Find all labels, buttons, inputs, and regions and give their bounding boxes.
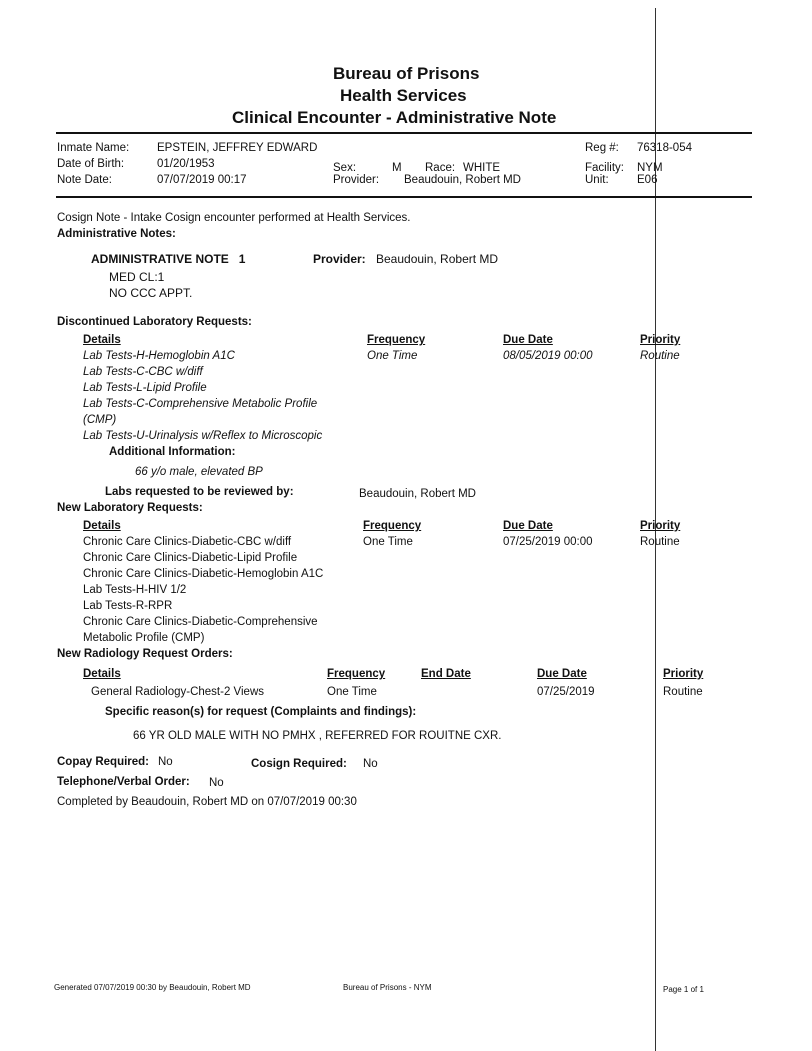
discontinued-section-title: Discontinued Laboratory Requests: xyxy=(57,316,252,328)
disc-item: Lab Tests-C-Comprehensive Metabolic Profile xyxy=(83,398,318,410)
disc-due-date: 08/05/2019 00:00 xyxy=(503,350,593,362)
race: WHITE xyxy=(463,162,501,174)
phone-order-label: Telephone/Verbal Order: xyxy=(57,776,190,788)
inmate-name: EPSTEIN, JEFFREY EDWARD xyxy=(157,142,318,154)
title-bureau: Bureau of Prisons xyxy=(333,64,480,83)
newlab-due-date: 07/25/2019 00:00 xyxy=(503,536,593,548)
rad-frequency: One Time xyxy=(327,686,377,698)
rad-due-date: 07/25/2019 xyxy=(537,686,595,698)
disc-col-frequency: Frequency xyxy=(367,334,426,346)
disc-frequency: One Time xyxy=(367,350,418,362)
title-health-services: Health Services xyxy=(340,86,467,105)
rad-col-details: Details xyxy=(83,668,121,680)
disc-col-details: Details xyxy=(83,334,121,346)
race-label: Race: xyxy=(425,162,456,174)
facility: NYM xyxy=(637,162,663,174)
newlab-item: Lab Tests-R-RPR xyxy=(83,600,173,612)
rad-priority: Routine xyxy=(663,686,703,698)
newlab-col-due-date: Due Date xyxy=(503,520,553,532)
disc-item: Lab Tests-L-Lipid Profile xyxy=(83,382,207,394)
admin-provider-label: Provider: xyxy=(313,252,366,266)
newlab-item: Lab Tests-H-HIV 1/2 xyxy=(83,584,187,596)
rad-col-frequency: Frequency xyxy=(327,668,386,680)
provider-label: Provider: xyxy=(333,174,380,186)
newlab-col-details: Details xyxy=(83,520,121,532)
header-rule-top xyxy=(56,132,752,134)
newlab-col-priority: Priority xyxy=(640,520,681,532)
admin-provider: Beaudouin, Robert MD xyxy=(376,252,499,266)
dob-label: Date of Birth: xyxy=(57,158,125,170)
rad-col-end-date: End Date xyxy=(421,668,471,680)
rad-col-due-date: Due Date xyxy=(537,668,587,680)
disc-item: Lab Tests-H-Hemoglobin A1C xyxy=(83,350,235,362)
radiology-section-title: New Radiology Request Orders: xyxy=(57,648,233,660)
disc-item: Lab Tests-U-Urinalysis w/Reflex to Microscopic xyxy=(83,430,323,442)
admin-line-1: MED CL:1 xyxy=(109,270,165,284)
reg-number: 76318-054 xyxy=(637,142,692,154)
reg-label: Reg #: xyxy=(585,142,619,154)
unit: E06 xyxy=(637,174,658,186)
footer-generated: Generated 07/07/2019 00:30 by Beaudouin, Robert MD xyxy=(54,983,251,992)
newlab-item: Chronic Care Clinics-Diabetic-Hemoglobin A1C xyxy=(83,568,324,580)
phone-order-value: No xyxy=(209,777,224,789)
sex-label: Sex: xyxy=(333,162,357,174)
disc-item: (CMP) xyxy=(83,414,117,426)
header-rule-bottom xyxy=(56,196,752,198)
rad-reason-text: 66 YR OLD MALE WITH NO PMHX , REFERRED FOR ROUITNE CXR. xyxy=(133,730,502,742)
sex: M xyxy=(392,162,402,174)
admin-note-title: ADMINISTRATIVE NOTE 1 xyxy=(91,252,246,266)
disc-item: Lab Tests-C-CBC w/diff xyxy=(83,366,203,378)
copay-value: No xyxy=(158,756,173,768)
newlab-priority: Routine xyxy=(640,536,680,548)
rad-detail: General Radiology-Chest-2 Views xyxy=(91,686,265,698)
completed-by: Completed by Beaudouin, Robert MD on 07/07/2019 00:30 xyxy=(57,796,357,808)
note-date: 07/07/2019 00:17 xyxy=(157,174,247,186)
disc-col-due-date: Due Date xyxy=(503,334,553,346)
disc-priority: Routine xyxy=(640,350,680,362)
cosign-value: No xyxy=(363,758,378,770)
provider: Beaudouin, Robert MD xyxy=(404,174,521,186)
newlab-item: Metabolic Profile (CMP) xyxy=(83,632,205,644)
additional-info-label: Additional Information: xyxy=(109,446,236,458)
footer-bureau: Bureau of Prisons - NYM xyxy=(343,983,432,992)
newlab-item: Chronic Care Clinics-Diabetic-CBC w/diff xyxy=(83,536,292,548)
facility-label: Facility: xyxy=(585,162,624,174)
newlab-item: Chronic Care Clinics-Diabetic-Comprehensive xyxy=(83,616,318,628)
disc-col-priority: Priority xyxy=(640,334,681,346)
title-clinical-encounter: Clinical Encounter - Administrative Note xyxy=(232,108,557,127)
additional-info-text: 66 y/o male, elevated BP xyxy=(135,466,263,478)
inmate-name-label: Inmate Name: xyxy=(57,142,130,154)
admin-notes-title: Administrative Notes: xyxy=(57,228,176,240)
new-lab-section-title: New Laboratory Requests: xyxy=(57,502,203,514)
rad-col-priority: Priority xyxy=(663,668,704,680)
newlab-frequency: One Time xyxy=(363,536,413,548)
unit-label: Unit: xyxy=(585,174,609,186)
admin-line-2: NO CCC APPT. xyxy=(109,286,193,300)
copay-label: Copay Required: xyxy=(57,756,150,768)
rad-reason-label: Specific reason(s) for request (Complaints and findings): xyxy=(105,706,417,718)
reviewed-by-label: Labs requested to be reviewed by: xyxy=(105,486,294,498)
note-date-label: Note Date: xyxy=(57,174,112,186)
dob: 01/20/1953 xyxy=(157,158,215,170)
cosign-note: Cosign Note - Intake Cosign encounter performed at Health Services. xyxy=(57,212,411,224)
newlab-col-frequency: Frequency xyxy=(363,520,422,532)
reviewed-by: Beaudouin, Robert MD xyxy=(359,488,476,500)
newlab-item: Chronic Care Clinics-Diabetic-Lipid Profile xyxy=(83,552,298,564)
cosign-label: Cosign Required: xyxy=(251,758,347,770)
footer-page: Page 1 of 1 xyxy=(663,985,704,994)
